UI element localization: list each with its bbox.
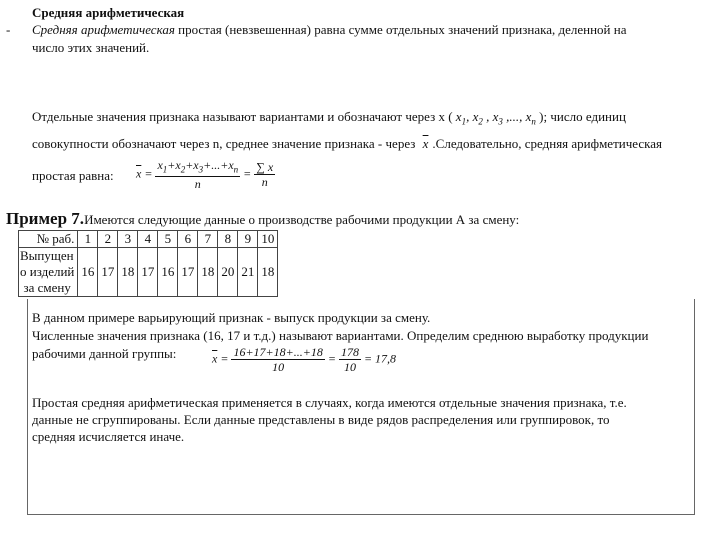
body-line-1: В данном примере варьирующий признак - выпуск продукции за смену. — [32, 310, 431, 325]
example-label: Пример 7. — [6, 209, 85, 228]
table-cell: 18 — [118, 248, 138, 297]
mean-text-b: .Следовательно, средняя арифметическая — [432, 136, 662, 151]
table-cell: 16 — [78, 248, 98, 297]
table-cell: 17 — [138, 248, 158, 297]
variants-line — [32, 109, 626, 127]
variants-text-b: ); число единиц — [539, 109, 626, 124]
row-label-output-line: Выпущен — [20, 248, 74, 263]
mean-formula-sum: $\frac{\sum x}{n}$ — [256, 160, 274, 190]
section-heading: Средняя арифметическая — [32, 5, 185, 20]
row-label-output-line: за смену — [23, 280, 71, 295]
definition-text: простая (невзвешенная) равна сумме отдельных значений признака, деленной на — [174, 22, 627, 37]
calc-numerator-2: 178 — [340, 345, 359, 359]
simple-equals-label: простая равна: — [32, 168, 114, 183]
conclusion-line-3: средняя исчисляется иначе. — [32, 429, 185, 444]
body-line-3: рабочими данной группы: — [32, 346, 177, 361]
table-cell: 18 — [198, 248, 218, 297]
definition-line-1 — [32, 22, 627, 38]
calc-result: 17,8 — [375, 351, 397, 366]
table-row — [19, 231, 278, 248]
table-cell: 18 — [258, 248, 278, 297]
table-cell: 6 — [178, 231, 198, 248]
table-cell: 7 — [198, 231, 218, 248]
example-intro: Имеются следующие данные о производстве рабочими продукции А за смену: — [84, 212, 520, 227]
calc-fraction-2 — [339, 345, 361, 374]
table-cell: 2 — [98, 231, 118, 248]
conclusion-line-2: данные не сгруппированы. Если данные представлены в виде рядов распределения или группировок, то — [32, 412, 610, 427]
table-cell: 9 — [238, 231, 258, 248]
table-cell: 5 — [158, 231, 178, 248]
table-cell: 3 — [118, 231, 138, 248]
bullet-dash: - — [6, 22, 11, 37]
table-cell: 8 — [218, 231, 238, 248]
example-line — [6, 209, 519, 229]
calc-denominator-1: 10 — [272, 360, 285, 374]
production-table — [18, 230, 278, 297]
table-cell: 17 — [98, 248, 118, 297]
definition-line-2: число этих значений. — [32, 40, 150, 55]
mean-formula-fraction: $\frac{x_1+x_2+x_3+...+x_n}{n}$ — [157, 158, 239, 192]
variants-text-a: Отдельные значения признака называют вариантами и обозначают через x ( — [32, 109, 453, 124]
body-line-2: Численные значения признака (16, 17 и т.д.) называют вариантами. Определим среднюю выработку продукции — [32, 328, 649, 343]
calc-denominator-2: 10 — [343, 360, 356, 374]
table-cell: 16 — [158, 248, 178, 297]
calc-fraction-1 — [231, 345, 324, 374]
row-label-output-line: о изделий — [20, 264, 75, 279]
average-calculation: $\overline{x}$ = $\frac{16+17+18+...+18}{10}$ = $\frac{178}{10}$ = 17,8 — [212, 345, 397, 374]
mean-formula: $\overline{x}$ = $\frac{x_1+x_2+x_3+...+x_n}{n}$ = $\frac{\sum x}{n}$ — [136, 158, 274, 192]
table-cell: 10 — [258, 231, 278, 248]
table-cell: 1 — [78, 231, 98, 248]
table-cell: 4 — [138, 231, 158, 248]
calc-numerator-1: 16+17+18+...+18 — [233, 345, 323, 359]
row-label-output — [19, 248, 78, 297]
table-cell: 17 — [178, 248, 198, 297]
x-bar-symbol: $\overline{x}$ — [422, 136, 429, 151]
table-cell: 21 — [238, 248, 258, 297]
variants-formula: $x_1$, $x_2$ , $x_3$ ,..., $x_n$ — [455, 109, 536, 127]
table-row — [19, 248, 278, 297]
row-label-worker: № раб. — [19, 231, 78, 248]
mean-notation-line — [32, 136, 662, 152]
conclusion-line-1: Простая средняя арифметическая применяется в случаях, когда имеются отдельные значения признака, т.е. — [32, 395, 627, 410]
mean-text-a: совокупности обозначают через n, среднее значение признака - через — [32, 136, 416, 151]
definition-term: Средняя арифметическая — [32, 22, 175, 37]
table-cell: 20 — [218, 248, 238, 297]
